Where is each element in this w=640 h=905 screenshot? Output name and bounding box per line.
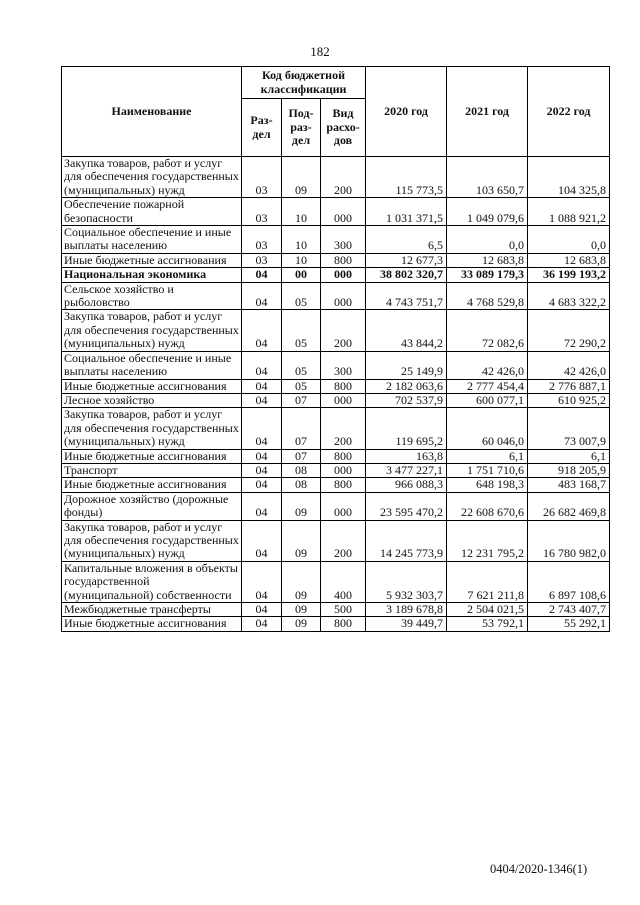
row-value-2020: 119 695,2 xyxy=(366,408,447,449)
table-row xyxy=(62,603,610,617)
row-value-2022: 610 925,2 xyxy=(528,393,610,407)
row-name: Иные бюджетные ассигнования xyxy=(62,478,242,492)
table-row xyxy=(62,393,610,407)
row-razdel: 04 xyxy=(242,617,282,631)
row-value-2022: 42 426,0 xyxy=(528,351,610,379)
row-vid: 200 xyxy=(321,310,366,351)
row-value-2021: 2 504 021,5 xyxy=(447,603,528,617)
row-value-2021: 648 198,3 xyxy=(447,478,528,492)
row-podrazdel: 09 xyxy=(282,492,321,520)
row-vid: 000 xyxy=(321,393,366,407)
row-name: Закупка товаров, работ и услуг для обеспечения государственных (муниципальных) нужд xyxy=(62,157,242,198)
row-podrazdel: 00 xyxy=(282,268,321,282)
row-name: Закупка товаров, работ и услуг для обеспечения государственных (муниципальных) нужд xyxy=(62,408,242,449)
table-row xyxy=(62,226,610,254)
row-razdel: 04 xyxy=(242,393,282,407)
row-value-2020: 702 537,9 xyxy=(366,393,447,407)
row-name: Социальное обеспечение и иные выплаты населению xyxy=(62,351,242,379)
header-2021: 2021 год xyxy=(447,67,528,157)
row-podrazdel: 05 xyxy=(282,351,321,379)
row-value-2021: 22 608 670,6 xyxy=(447,492,528,520)
row-value-2022: 1 088 921,2 xyxy=(528,198,610,226)
row-value-2021: 60 046,0 xyxy=(447,408,528,449)
row-value-2020: 4 743 751,7 xyxy=(366,282,447,310)
row-razdel: 04 xyxy=(242,351,282,379)
row-vid: 300 xyxy=(321,226,366,254)
row-vid: 400 xyxy=(321,561,366,602)
table-row xyxy=(62,351,610,379)
table-row xyxy=(62,310,610,351)
row-value-2020: 966 088,3 xyxy=(366,478,447,492)
row-value-2020: 1 031 371,5 xyxy=(366,198,447,226)
row-value-2022: 26 682 469,8 xyxy=(528,492,610,520)
row-vid: 800 xyxy=(321,449,366,463)
row-value-2021: 12 683,8 xyxy=(447,253,528,267)
row-podrazdel: 07 xyxy=(282,408,321,449)
row-value-2022: 0,0 xyxy=(528,226,610,254)
row-value-2022: 55 292,1 xyxy=(528,617,610,631)
row-podrazdel: 07 xyxy=(282,393,321,407)
row-value-2021: 53 792,1 xyxy=(447,617,528,631)
row-value-2021: 1 751 710,6 xyxy=(447,463,528,477)
row-vid: 200 xyxy=(321,408,366,449)
table-row xyxy=(62,478,610,492)
row-name: Обеспечение пожарной безопасности xyxy=(62,198,242,226)
row-razdel: 04 xyxy=(242,492,282,520)
row-razdel: 04 xyxy=(242,379,282,393)
row-value-2020: 5 932 303,7 xyxy=(366,561,447,602)
row-value-2021: 2 777 454,4 xyxy=(447,379,528,393)
row-value-2021: 33 089 179,3 xyxy=(447,268,528,282)
row-vid: 800 xyxy=(321,253,366,267)
row-podrazdel: 09 xyxy=(282,561,321,602)
row-name: Капитальные вложения в объекты государственной (муниципальной) собственности xyxy=(62,561,242,602)
row-name: Дорожное хозяйство (дорожные фонды) xyxy=(62,492,242,520)
table-row xyxy=(62,157,610,198)
row-vid: 000 xyxy=(321,463,366,477)
row-value-2021: 42 426,0 xyxy=(447,351,528,379)
row-value-2022: 2 743 407,7 xyxy=(528,603,610,617)
header-vid: Вид расхо-дов xyxy=(321,99,366,157)
row-value-2020: 115 773,5 xyxy=(366,157,447,198)
row-value-2020: 25 149,9 xyxy=(366,351,447,379)
row-podrazdel: 09 xyxy=(282,603,321,617)
row-vid: 800 xyxy=(321,379,366,393)
row-value-2021: 600 077,1 xyxy=(447,393,528,407)
row-value-2020: 3 477 227,1 xyxy=(366,463,447,477)
row-razdel: 03 xyxy=(242,253,282,267)
row-value-2022: 72 290,2 xyxy=(528,310,610,351)
header-2022: 2022 год xyxy=(528,67,610,157)
row-value-2022: 918 205,9 xyxy=(528,463,610,477)
table-row xyxy=(62,520,610,561)
row-podrazdel: 10 xyxy=(282,253,321,267)
table-row xyxy=(62,198,610,226)
row-value-2020: 43 844,2 xyxy=(366,310,447,351)
table-row xyxy=(62,253,610,267)
table-row xyxy=(62,268,610,282)
row-value-2020: 6,5 xyxy=(366,226,447,254)
document-code: 0404/2020-1346(1) xyxy=(490,862,588,876)
row-value-2021: 1 049 079,6 xyxy=(447,198,528,226)
row-razdel: 04 xyxy=(242,449,282,463)
table-row xyxy=(62,561,610,602)
row-name: Сельское хозяйство и рыболовство xyxy=(62,282,242,310)
row-podrazdel: 08 xyxy=(282,463,321,477)
row-name: Закупка товаров, работ и услуг для обеспечения государственных (муниципальных) нужд xyxy=(62,310,242,351)
row-name: Межбюджетные трансферты xyxy=(62,603,242,617)
row-value-2021: 6,1 xyxy=(447,449,528,463)
row-value-2022: 104 325,8 xyxy=(528,157,610,198)
row-name: Иные бюджетные ассигнования xyxy=(62,449,242,463)
row-podrazdel: 08 xyxy=(282,478,321,492)
row-name: Закупка товаров, работ и услуг для обеспечения государственных (муниципальных) нужд xyxy=(62,520,242,561)
row-value-2022: 6,1 xyxy=(528,449,610,463)
row-vid: 800 xyxy=(321,478,366,492)
table-row xyxy=(62,492,610,520)
row-value-2022: 12 683,8 xyxy=(528,253,610,267)
row-name: Социальное обеспечение и иные выплаты населению xyxy=(62,226,242,254)
row-razdel: 04 xyxy=(242,268,282,282)
row-vid: 000 xyxy=(321,268,366,282)
header-podrazdel: Под-раз-дел xyxy=(282,99,321,157)
header-2020: 2020 год xyxy=(366,67,447,157)
row-razdel: 04 xyxy=(242,603,282,617)
row-podrazdel: 05 xyxy=(282,379,321,393)
row-razdel: 04 xyxy=(242,520,282,561)
row-razdel: 04 xyxy=(242,561,282,602)
row-vid: 200 xyxy=(321,520,366,561)
row-razdel: 04 xyxy=(242,478,282,492)
row-vid: 200 xyxy=(321,157,366,198)
row-podrazdel: 05 xyxy=(282,310,321,351)
row-value-2022: 2 776 887,1 xyxy=(528,379,610,393)
row-value-2021: 0,0 xyxy=(447,226,528,254)
row-value-2020: 39 449,7 xyxy=(366,617,447,631)
row-value-2020: 12 677,3 xyxy=(366,253,447,267)
row-value-2021: 72 082,6 xyxy=(447,310,528,351)
row-value-2020: 2 182 063,6 xyxy=(366,379,447,393)
header-razdel: Раз-дел xyxy=(242,99,282,157)
row-value-2022: 6 897 108,6 xyxy=(528,561,610,602)
row-name: Иные бюджетные ассигнования xyxy=(62,617,242,631)
row-value-2021: 7 621 211,8 xyxy=(447,561,528,602)
row-razdel: 04 xyxy=(242,310,282,351)
row-vid: 800 xyxy=(321,617,366,631)
header-name: Наименование xyxy=(62,67,242,157)
table-row xyxy=(62,379,610,393)
row-value-2020: 14 245 773,9 xyxy=(366,520,447,561)
page-number: 182 xyxy=(310,44,330,59)
row-podrazdel: 10 xyxy=(282,226,321,254)
row-value-2022: 483 168,7 xyxy=(528,478,610,492)
row-value-2020: 163,8 xyxy=(366,449,447,463)
table-row xyxy=(62,449,610,463)
budget-table xyxy=(61,66,610,632)
row-vid: 000 xyxy=(321,282,366,310)
row-value-2021: 4 768 529,8 xyxy=(447,282,528,310)
row-podrazdel: 10 xyxy=(282,198,321,226)
table-row xyxy=(62,282,610,310)
row-value-2020: 3 189 678,8 xyxy=(366,603,447,617)
row-name: Транспорт xyxy=(62,463,242,477)
row-name: Иные бюджетные ассигнования xyxy=(62,253,242,267)
row-podrazdel: 09 xyxy=(282,157,321,198)
row-razdel: 03 xyxy=(242,198,282,226)
row-razdel: 04 xyxy=(242,463,282,477)
row-value-2021: 103 650,7 xyxy=(447,157,528,198)
row-vid: 000 xyxy=(321,198,366,226)
table-row xyxy=(62,463,610,477)
table-row xyxy=(62,408,610,449)
row-vid: 500 xyxy=(321,603,366,617)
row-podrazdel: 09 xyxy=(282,617,321,631)
row-razdel: 03 xyxy=(242,226,282,254)
row-value-2020: 38 802 320,7 xyxy=(366,268,447,282)
row-razdel: 03 xyxy=(242,157,282,198)
row-podrazdel: 07 xyxy=(282,449,321,463)
row-name: Иные бюджетные ассигнования xyxy=(62,379,242,393)
row-value-2022: 4 683 322,2 xyxy=(528,282,610,310)
row-value-2022: 36 199 193,2 xyxy=(528,268,610,282)
row-podrazdel: 05 xyxy=(282,282,321,310)
row-vid: 000 xyxy=(321,492,366,520)
row-razdel: 04 xyxy=(242,408,282,449)
row-value-2022: 16 780 982,0 xyxy=(528,520,610,561)
row-value-2022: 73 007,9 xyxy=(528,408,610,449)
table-row xyxy=(62,617,610,631)
row-value-2020: 23 595 470,2 xyxy=(366,492,447,520)
row-name: Национальная экономика xyxy=(62,268,242,282)
row-value-2021: 12 231 795,2 xyxy=(447,520,528,561)
row-razdel: 04 xyxy=(242,282,282,310)
header-code-group: Код бюджетной классификации xyxy=(242,67,366,99)
row-podrazdel: 09 xyxy=(282,520,321,561)
row-name: Лесное хозяйство xyxy=(62,393,242,407)
row-vid: 300 xyxy=(321,351,366,379)
